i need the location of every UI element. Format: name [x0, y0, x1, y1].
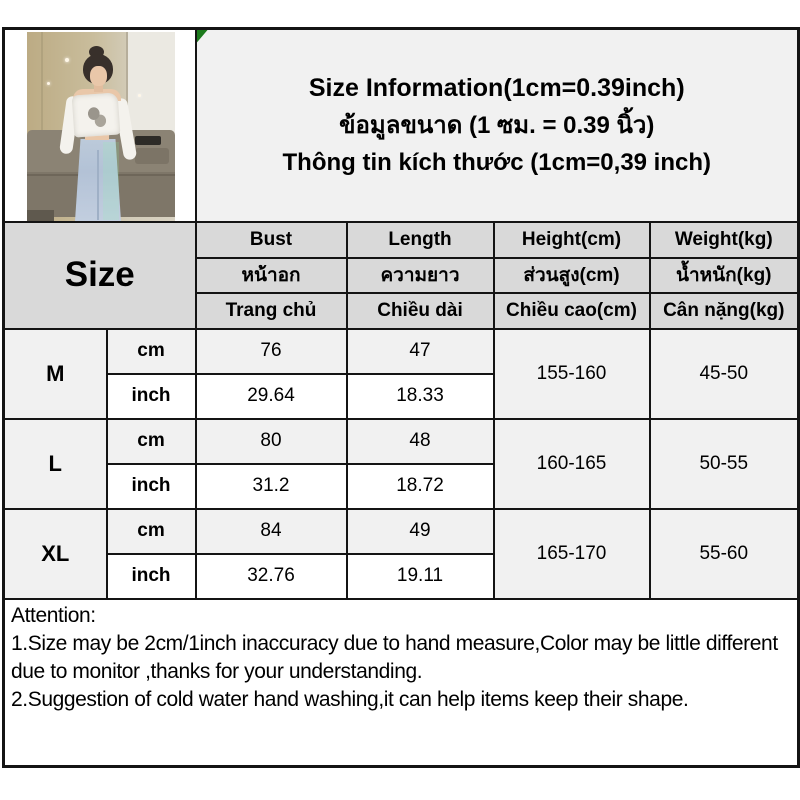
unit-cm-xl: cm — [107, 509, 196, 554]
photo-model-jeans-shade — [103, 142, 119, 220]
title-row — [4, 29, 799, 222]
col-header-weight-vi: Cân nặng(kg) — [650, 293, 799, 329]
size-l-label: L — [4, 419, 107, 509]
size-header-cell: Size — [4, 222, 196, 329]
attention-heading: Attention: — [11, 603, 96, 627]
l-length-cm: 48 — [347, 419, 494, 464]
product-photo-cell — [4, 29, 196, 222]
col-header-length-th: ความยาว — [347, 258, 494, 293]
m-bust-inch: 29.64 — [196, 374, 347, 419]
m-length-cm: 47 — [347, 329, 494, 374]
col-header-length-en: Length — [347, 222, 494, 258]
title-english: Size Information(1cm=0.39inch) — [308, 73, 685, 102]
col-header-bust-th: หน้าอก — [196, 258, 347, 293]
xl-bust-inch: 32.76 — [196, 554, 347, 599]
col-header-bust-vi: Trang chủ — [196, 293, 347, 329]
photo-sparkle — [47, 82, 50, 85]
col-header-bust-en: Bust — [196, 222, 347, 258]
unit-inch-l: inch — [107, 464, 196, 509]
xl-bust-cm: 84 — [196, 509, 347, 554]
table-row-m-cm — [4, 329, 799, 374]
col-header-height-th: ส่วนสูง(cm) — [494, 258, 650, 293]
header-row-english — [4, 222, 799, 258]
attention-note-2: 2.Suggestion of cold water hand washing,it can help items keep their shape. — [11, 687, 689, 711]
col-header-height-vi: Chiều cao(cm) — [494, 293, 650, 329]
table-row-xl-cm — [4, 509, 799, 554]
xl-weight-range: 55-60 — [650, 509, 799, 599]
size-xl-label: XL — [4, 509, 107, 599]
product-photo — [27, 32, 175, 221]
photo-sparkle — [65, 58, 69, 62]
title-block — [197, 71, 798, 180]
m-length-inch: 18.33 — [347, 374, 494, 419]
unit-inch-xl: inch — [107, 554, 196, 599]
col-header-weight-th: น้ำหนัก(kg) — [650, 258, 799, 293]
attention-cell — [4, 599, 799, 767]
xl-length-cm: 49 — [347, 509, 494, 554]
photo-sparkle — [138, 94, 141, 97]
col-header-height-en: Height(cm) — [494, 222, 650, 258]
title-cell — [196, 29, 799, 222]
size-table — [2, 27, 800, 768]
col-header-weight-en: Weight(kg) — [650, 222, 799, 258]
photo-couch-items — [135, 136, 161, 145]
col-header-length-vi: Chiều dài — [347, 293, 494, 329]
unit-cm-l: cm — [107, 419, 196, 464]
attention-row — [4, 599, 799, 767]
photo-model-jeans-seam — [97, 150, 99, 220]
l-weight-range: 50-55 — [650, 419, 799, 509]
attention-note-1: 1.Size may be 2cm/1inch inaccuracy due to hand measure,Color may be little different due to monitor ,thanks for your understanding. — [11, 631, 778, 683]
size-info-sheet — [2, 27, 797, 770]
photo-floor — [27, 210, 54, 221]
m-weight-range: 45-50 — [650, 329, 799, 419]
green-corner-flag-icon — [197, 30, 208, 43]
photo-model-face — [90, 66, 107, 86]
title-vietnamese: Thông tin kích thước (1cm=0,39 inch) — [282, 148, 712, 176]
table-row-l-cm — [4, 419, 799, 464]
xl-height-range: 165-170 — [494, 509, 650, 599]
size-m-label: M — [4, 329, 107, 419]
l-length-inch: 18.72 — [347, 464, 494, 509]
l-bust-inch: 31.2 — [196, 464, 347, 509]
m-bust-cm: 76 — [196, 329, 347, 374]
l-height-range: 160-165 — [494, 419, 650, 509]
unit-inch-m: inch — [107, 374, 196, 419]
xl-length-inch: 19.11 — [347, 554, 494, 599]
l-bust-cm: 80 — [196, 419, 347, 464]
photo-model-top-print — [85, 104, 107, 128]
unit-cm-m: cm — [107, 329, 196, 374]
m-height-range: 155-160 — [494, 329, 650, 419]
photo-couch-cushion — [135, 148, 169, 164]
title-thai: ข้อมูลขนาด (1 ซม. = 0.39 นิ้ว) — [339, 111, 655, 139]
